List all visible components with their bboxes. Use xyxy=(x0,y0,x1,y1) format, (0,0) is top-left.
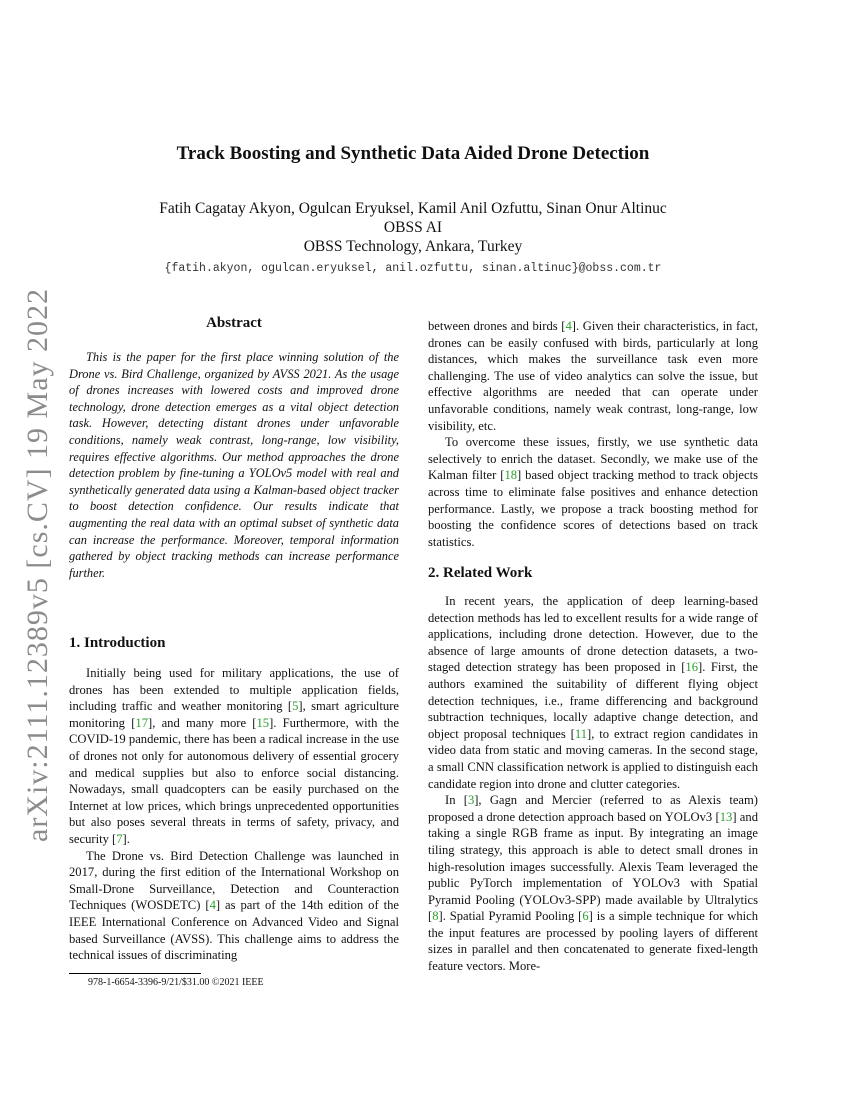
right-column-body xyxy=(428,318,758,550)
intro-paragraph-1: Initially being used for military applications, the use of drones has been extended to multiple application fields, including traffic and weather monitoring [5], smart agriculture monitoring [17], and many more [15]. Furthermore, with the COVID-19 pandemic, there has been a radical increase in the use of drones not only for autonomous delivery of essential grocery and medical supplies but also to enforce social distancing. Nowadays, small quadcopters can be easily purchased on the Internet at low prices, which brings unprecedented opportunities but also poses several threats in terms of safety, privacy, and security [7]. xyxy=(69,666,399,846)
introduction-body xyxy=(69,665,399,964)
citation-link[interactable]: 4 xyxy=(209,898,216,913)
citation-link[interactable]: 15 xyxy=(256,715,270,730)
right-paragraph-2: To overcome these issues, firstly, we use synthetic data selectively to enrich the dataset. Secondly, we make use of the Kalman filter [18] based object tracking method to track objects across time to eliminate false positives and enhance detection performance. Lastly, we propose a track boosting method for boosting the confidence scores of detections based on track statistics. xyxy=(428,435,758,549)
citation-link[interactable]: 5 xyxy=(292,699,299,714)
author-emails: {fatih.akyon, ogulcan.eryuksel, anil.ozfuttu, sinan.altinuc}@obss.com.tr xyxy=(164,262,662,275)
paper-title: Track Boosting and Synthetic Data Aided Drone Detection xyxy=(176,143,650,164)
abstract-heading: Abstract xyxy=(206,315,262,331)
related-work-body xyxy=(428,593,758,975)
author-list: Fatih Cagatay Akyon, Ogulcan Eryuksel, Kamil Anil Ozfuttu, Sinan Onur Altinuc xyxy=(159,200,667,217)
affiliation-1: OBSS AI xyxy=(383,219,443,236)
related-paragraph-2: In [3], Gagn and Mercier (referred to as Alexis team) proposed a drone detection approach based on YOLOv3 [13] and taking a single RGB frame as input. By integrating an image tiling strategy, this approach is able to detect small drones in high-resolution images successfully. Alexis Team leveraged the public PyTorch implementation of YOLOv3 with Spatial Pyramid Pooling (YOLOv3-SPP) made available by Ultralytics [8]. Spatial Pyramid Pooling [6] is a simple technique for which the input features are processed by pooling layers of different sizes in parallel and then concatenated to generate fixed-length feature vectors. More- xyxy=(428,793,758,974)
abstract-body xyxy=(69,349,399,581)
citation-link[interactable]: 8 xyxy=(432,909,439,924)
citation-link[interactable]: 18 xyxy=(504,468,518,483)
introduction-heading: 1. Introduction xyxy=(69,635,166,651)
copyright-footnote: 978-1-6654-3396-9/21/$31.00 ©2021 IEEE xyxy=(88,977,264,988)
related-paragraph-1: In recent years, the application of deep learning-based detection methods has led to excellent results for a wide range of applications, including drone detection. However, due to the absence of large amounts of drone detection datasets, a two-staged detection strategy has been proposed in [16]. First, the authors examined the suitability of different flying object detection techniques, i.e., frame differencing and background subtraction techniques, locally adaptive change detection, and object proposal techniques [11], to extract region candidates in video data from static and moving cameras. In the second stage, a small CNN classification network is applied to distinguish each candidate region into drone and clutter categories. xyxy=(428,594,758,791)
affiliation-2: OBSS Technology, Ankara, Turkey xyxy=(303,238,523,255)
citation-link[interactable]: 17 xyxy=(135,715,148,730)
citation-link[interactable]: 13 xyxy=(719,809,733,824)
abstract-text: This is the paper for the first place winning solution of the Drone vs. Bird Challenge, organized by AVSS 2021. As the usage of drones increases with lowered costs and improved drone technology, drone detection emerges as a vital object detection task. However, detecting distant drones under unfavorable conditions, namely weak contrast, long-range, low visibility, requires effective algorithms. Our method approaches the drone detection problem by fine-tuning a YOLOv5 model with real and synthetically generated data using a Kalman-based object tracker to boost detection confidence. Our results indicate that augmenting the real data with an optimal subset of synthetic data can increase the performance. Moreover, temporal information gathered by object tracking methods can increase performance further. xyxy=(69,350,399,580)
intro-paragraph-2: The Drone vs. Bird Detection Challenge was launched in 2017, during the first edition of the International Workshop on Small-Drone Surveillance, Detection and Counteraction Techniques (WOSDETC) [4] as part of the 14th edition of the IEEE International Conference on Advanced Video and Signal based Surveillance (AVSS). This challenge aims to address the technical issues of discriminating xyxy=(69,848,399,963)
citation-link[interactable]: 3 xyxy=(467,793,475,808)
citation-link[interactable]: 6 xyxy=(582,909,589,924)
citation-link[interactable]: 16 xyxy=(685,660,699,675)
citation-link[interactable]: 4 xyxy=(565,319,572,333)
right-paragraph-1: between drones and birds [4]. Given their characteristics, in fact, drones can be easily confused with birds, particularly at long distances, which makes the surveillance task even more challenging. The use of video analytics can solve the issue, but effective algorithms are needed that can operate under unfavorable conditions, namely weak contrast, long-range, low visibility, etc. xyxy=(428,319,758,433)
footnote-divider xyxy=(69,973,201,974)
citation-link[interactable]: 7 xyxy=(116,831,123,846)
arxiv-identifier: arXiv:2111.12389v5 [cs.CV] 19 May 2022 xyxy=(21,287,54,842)
related-work-heading: 2. Related Work xyxy=(428,565,533,581)
citation-link[interactable]: 11 xyxy=(574,726,588,741)
